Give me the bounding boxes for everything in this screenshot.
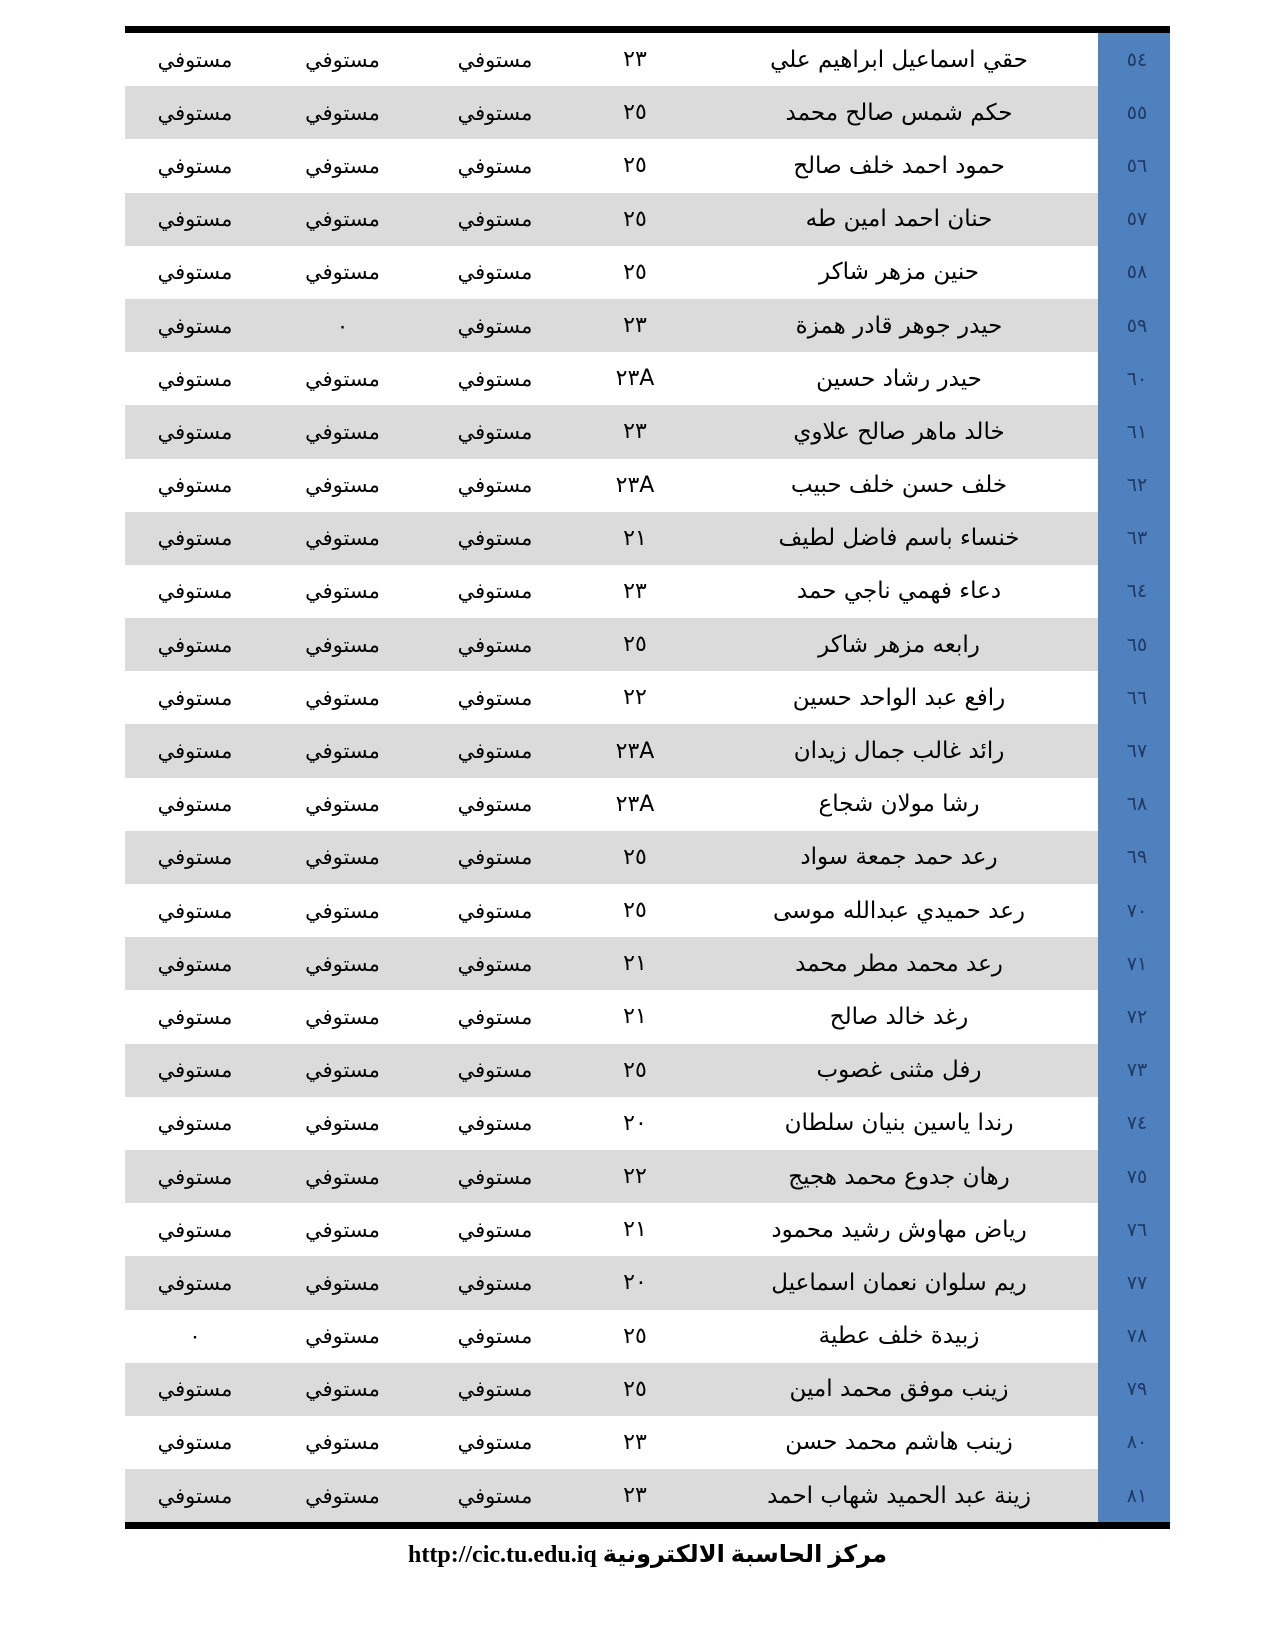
students-table [125,26,1170,1529]
row-number-cell: ٥٩ [1098,299,1170,352]
student-name-cell: رندا ياسين بنيان سلطان [784,1110,1014,1137]
student-name-cell: رافع عبد الواحد حسين [792,684,1006,711]
status-cell-right: مستوفي [457,1324,533,1349]
value-cell: ٢٥ [570,1363,700,1416]
student-name-cell: حيدر جوهر قادر همزة [700,299,1098,352]
row-number-cell: ٦٥ [1098,618,1170,671]
status-cell-right: مستوفي [420,512,570,565]
table-row [125,33,1170,86]
table-row [125,937,1170,990]
row-number-cell: ٦٨ [1098,778,1170,831]
status-cell-right: مستوفي [420,831,570,884]
table-row [125,459,1170,512]
row-number-cell: ٥٧ [1098,193,1170,246]
value-cell: ٢١ [570,512,700,565]
status-cell-right: مستوفي [420,1363,570,1416]
status-cell-right: مستوفي [457,473,533,498]
status-cell-middle: مستوفي [305,47,380,72]
student-name-cell: رشا مولان شجاع [818,791,980,818]
student-name-cell: زينب موفق محمد امين [700,1363,1098,1416]
status-cell-middle: مستوفي [305,1430,380,1455]
row-number-cell: ٨١ [1098,1469,1170,1522]
table-row [125,1363,1170,1416]
status-cell-left: مستوفي [157,579,233,604]
student-name-cell: حمود احمد خلف صالح [793,152,1005,179]
row-number-cell: ٧٨ [1098,1310,1170,1363]
value-cell: ٢٥ [623,898,647,924]
student-name-cell: خالد ماهر صالح علاوي [700,405,1098,458]
table-row [125,1044,1170,1097]
table-row [125,565,1170,618]
row-number-cell: ٦١ [1098,405,1170,458]
row-number-cell: ٨٠ [1098,1416,1170,1469]
row-number-cell: ٧٠ [1098,884,1170,937]
status-cell-left: ٠ [189,1324,201,1349]
status-cell-middle: مستوفي [265,724,420,777]
status-cell-right: مستوفي [457,47,533,72]
status-cell-left: مستوفي [157,260,233,285]
value-cell: ٢٥ [623,1323,647,1349]
table-row [125,246,1170,299]
value-cell: ٢٣ [623,1429,647,1455]
status-cell-left: مستوفي [125,1256,265,1309]
student-name-cell: حيدر رشاد حسين [816,365,982,392]
table-row [125,671,1170,724]
table-row [125,884,1170,937]
value-cell: ٢٠ [570,1256,700,1309]
status-cell-right: مستوفي [457,260,533,285]
status-cell-left: مستوفي [157,473,233,498]
value-cell: ٢٣ [570,1469,700,1522]
status-cell-left: مستوفي [157,1430,233,1455]
footer-url-link[interactable]: http://cic.tu.edu.iq [408,1542,597,1568]
value-cell: ٢٣ [570,405,700,458]
student-name-cell: رغد خالد صالح [829,1003,969,1030]
table-row [125,831,1170,884]
student-name-cell: رعد محمد مطر محمد [700,937,1098,990]
row-number-cell: ٥٥ [1098,86,1170,139]
student-name-cell: حكم شمس صالح محمد [700,86,1098,139]
table-row [125,1310,1170,1363]
status-cell-middle: مستوفي [265,405,420,458]
student-name-cell: رعد حمد جمعة سواد [700,831,1098,884]
value-cell: ٢١ [623,1004,647,1030]
status-cell-middle: مستوفي [305,579,380,604]
value-cell: ٢١ [623,1217,647,1243]
row-number-cell: ٥٤ [1098,33,1170,86]
status-cell-right: مستوفي [420,724,570,777]
status-cell-middle: مستوفي [305,898,380,923]
status-cell-right: مستوفي [420,937,570,990]
status-cell-middle: مستوفي [265,1150,420,1203]
status-cell-middle: مستوفي [265,1363,420,1416]
value-cell: ٢٣ [570,299,700,352]
status-cell-left: مستوفي [157,153,233,178]
status-cell-left: مستوفي [157,792,233,817]
student-name-cell: رعد حميدي عبدالله موسى [772,897,1026,924]
value-cell: ٢٣A [615,472,655,498]
status-cell-left: مستوفي [125,299,265,352]
value-cell: ٢٣A [615,366,655,392]
status-cell-right: مستوفي [457,1111,533,1136]
status-cell-right: مستوفي [457,685,533,710]
value-cell: ٢٥ [623,153,647,179]
table-row [125,1203,1170,1256]
status-cell-middle: مستوفي [305,260,380,285]
status-cell-right: مستوفي [420,618,570,671]
status-cell-left: مستوفي [157,1217,233,1242]
value-cell: ٢٣ [623,47,647,73]
status-cell-middle: ٠ [265,299,420,352]
status-cell-left: مستوفي [125,937,265,990]
status-cell-middle: مستوفي [305,153,380,178]
row-number-cell: ٦٢ [1098,459,1170,512]
row-number-cell: ٥٦ [1098,139,1170,192]
student-name-cell: خنساء باسم فاضل لطيف [700,512,1098,565]
status-cell-right: مستوفي [420,1256,570,1309]
row-number-cell: ٧٦ [1098,1203,1170,1256]
status-cell-left: مستوفي [157,1004,233,1029]
status-cell-middle: مستوفي [305,473,380,498]
status-cell-left: مستوفي [125,724,265,777]
table-row [125,1416,1170,1469]
student-name-cell: رياض مهاوش رشيد محمود [771,1216,1027,1243]
table-row [125,86,1170,139]
status-cell-right: مستوفي [457,153,533,178]
status-cell-left: مستوفي [125,1150,265,1203]
status-cell-right: مستوفي [457,579,533,604]
status-cell-right: مستوفي [457,366,533,391]
status-cell-middle: مستوفي [305,1004,380,1029]
value-cell: ٢٥ [570,1044,700,1097]
student-name-cell: زبيدة خلف عطية [818,1323,980,1350]
status-cell-middle: مستوفي [305,792,380,817]
status-cell-left: مستوفي [125,86,265,139]
table-row [125,618,1170,671]
table-row [125,352,1170,405]
status-cell-middle: مستوفي [265,831,420,884]
student-name-cell: حنان احمد امين طه [700,193,1098,246]
status-cell-left: مستوفي [125,618,265,671]
table-row [125,724,1170,777]
row-number-cell: ٦٠ [1098,352,1170,405]
value-cell: ٢٥ [570,86,700,139]
status-cell-middle: مستوفي [305,1111,380,1136]
status-cell-left: مستوفي [125,405,265,458]
status-cell-right: مستوفي [420,193,570,246]
page-footer [125,1538,1170,1572]
row-number-cell: ٦٤ [1098,565,1170,618]
status-cell-left: مستوفي [125,1044,265,1097]
row-number-cell: ٧٢ [1098,990,1170,1043]
status-cell-right: مستوفي [420,1044,570,1097]
status-cell-right: مستوفي [420,1150,570,1203]
status-cell-left: مستوفي [157,366,233,391]
status-cell-middle: مستوفي [305,685,380,710]
table-row [125,778,1170,831]
status-cell-middle: مستوفي [265,193,420,246]
status-cell-left: مستوفي [157,1111,233,1136]
status-cell-left: مستوفي [125,1363,265,1416]
status-cell-left: مستوفي [125,1469,265,1522]
table-rows [125,33,1170,1522]
value-cell: ٢٥ [570,618,700,671]
value-cell: ٢٢ [623,685,647,711]
row-number-cell: ٦٧ [1098,724,1170,777]
value-cell: ٢٥ [623,259,647,285]
student-name-cell: ريم سلوان نعمان اسماعيل [700,1256,1098,1309]
status-cell-middle: مستوفي [265,1256,420,1309]
student-name-cell: دعاء فهمي ناجي حمد [796,578,1002,605]
status-cell-middle: مستوفي [265,1469,420,1522]
footer-label: مركز الحاسبة الالكترونية [602,1542,887,1568]
table-row [125,405,1170,458]
status-cell-middle: مستوفي [305,1324,380,1349]
row-number-cell: ٧٧ [1098,1256,1170,1309]
table-row [125,1097,1170,1150]
row-number-cell: ٧٩ [1098,1363,1170,1416]
status-cell-left: مستوفي [125,512,265,565]
status-cell-middle: مستوفي [265,937,420,990]
table-row [125,193,1170,246]
status-cell-middle: مستوفي [265,512,420,565]
row-number-cell: ٦٦ [1098,671,1170,724]
row-number-cell: ٥٨ [1098,246,1170,299]
status-cell-left: مستوفي [157,898,233,923]
table-row [125,1469,1170,1522]
status-cell-right: مستوفي [457,1430,533,1455]
value-cell: ٢١ [570,937,700,990]
status-cell-middle: مستوفي [265,86,420,139]
status-cell-middle: مستوفي [265,618,420,671]
status-cell-right: مستوفي [420,86,570,139]
student-name-cell: رفل مثنى غصوب [700,1044,1098,1097]
value-cell: ٢٠ [623,1110,647,1136]
row-number-cell: ٦٣ [1098,512,1170,565]
status-cell-middle: مستوفي [305,1217,380,1242]
student-name-cell: رائد غالب جمال زيدان [700,724,1098,777]
status-cell-right: مستوفي [420,405,570,458]
status-cell-right: مستوفي [457,898,533,923]
table-row [125,139,1170,192]
row-number-cell: ٧١ [1098,937,1170,990]
student-name-cell: رهان جدوع محمد هجيج [700,1150,1098,1203]
table-row [125,1256,1170,1309]
status-cell-right: مستوفي [457,1004,533,1029]
row-number-cell: ٧٥ [1098,1150,1170,1203]
student-name-cell: حقي اسماعيل ابراهيم علي [770,46,1028,73]
table-row [125,299,1170,352]
status-cell-middle: مستوفي [265,1044,420,1097]
row-number-cell: ٦٩ [1098,831,1170,884]
table-row [125,1150,1170,1203]
status-cell-left: مستوفي [125,831,265,884]
row-number-cell: ٧٤ [1098,1097,1170,1150]
table-row [125,990,1170,1043]
value-cell: ٢٣A [615,791,655,817]
status-cell-right: مستوفي [457,1217,533,1242]
student-name-cell: حنين مزهر شاكر [819,259,979,286]
status-cell-right: مستوفي [457,792,533,817]
value-cell: ٢٥ [570,831,700,884]
value-cell: ٢٣ [623,578,647,604]
status-cell-middle: مستوفي [305,366,380,391]
student-name-cell: رابعه مزهر شاكر [700,618,1098,671]
value-cell: ٢٥ [570,193,700,246]
status-cell-right: مستوفي [420,1469,570,1522]
value-cell: ٢٢ [570,1150,700,1203]
student-name-cell: زينب هاشم محمد حسن [785,1429,1013,1456]
student-name-cell: زينة عبد الحميد شهاب احمد [700,1469,1098,1522]
status-cell-right: مستوفي [420,299,570,352]
status-cell-left: مستوفي [125,193,265,246]
status-cell-left: مستوفي [157,47,233,72]
value-cell: ٢٣A [570,724,700,777]
table-row [125,512,1170,565]
row-number-cell: ٧٣ [1098,1044,1170,1097]
status-cell-left: مستوفي [157,685,233,710]
student-name-cell: خلف حسن خلف حبيب [790,472,1008,499]
